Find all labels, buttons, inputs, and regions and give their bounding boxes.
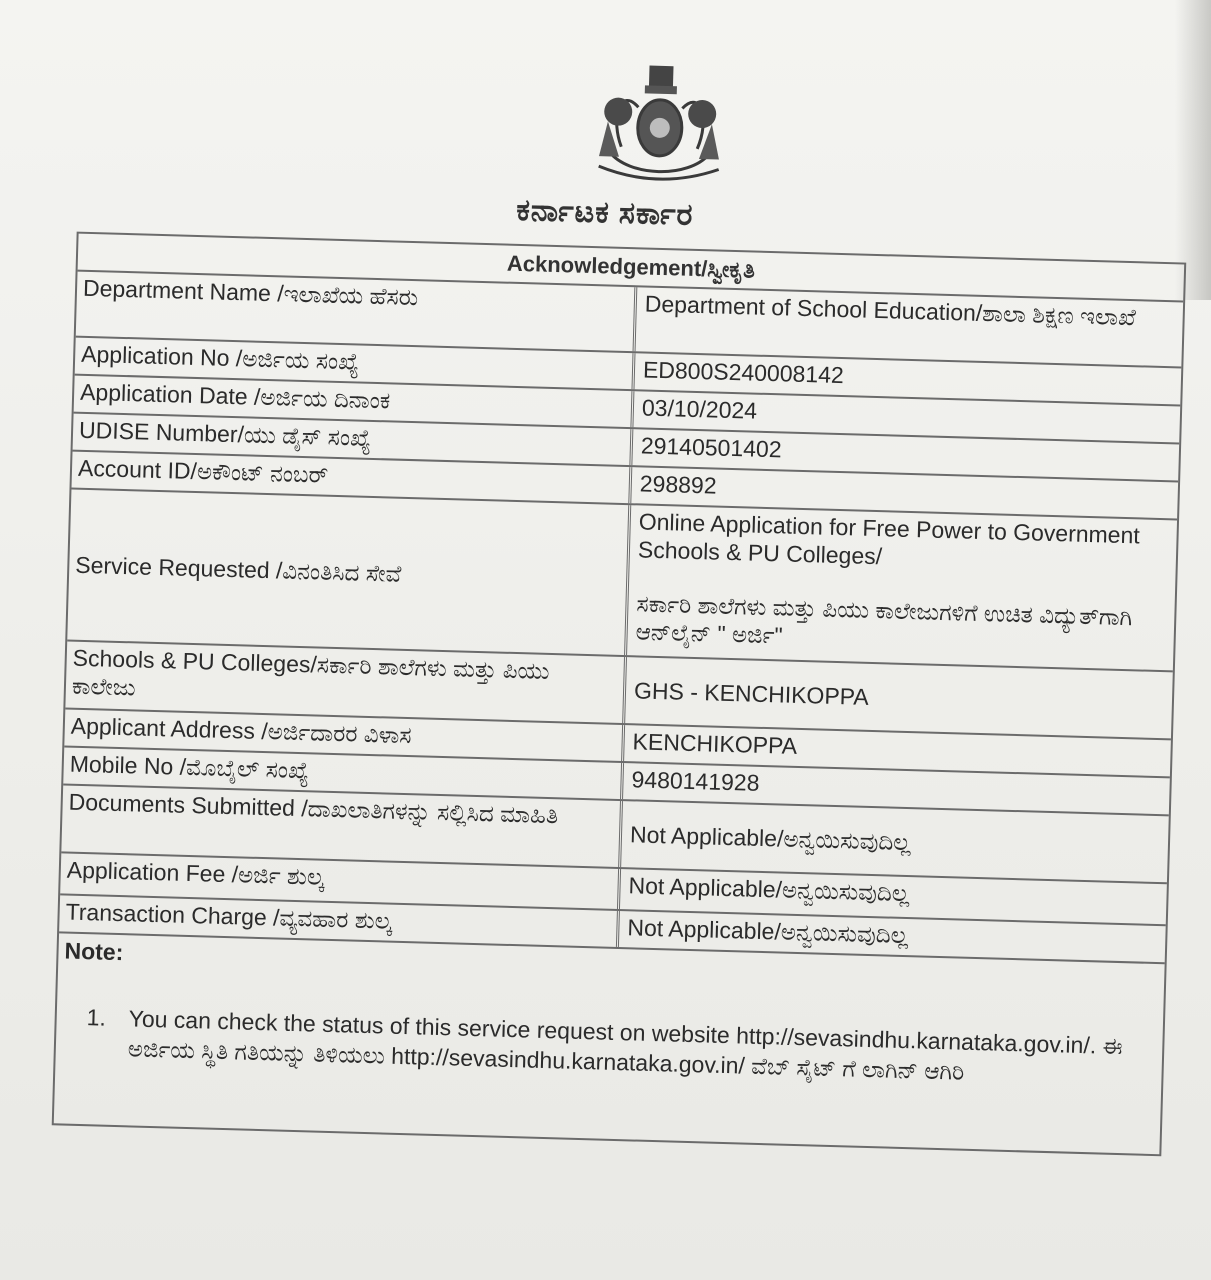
application-date-value: 03/10/2024: [641, 394, 758, 424]
account-id-label: Account ID/ಅಕೌಂಟ್ ನಂಬರ್: [72, 452, 633, 504]
government-title: ಕರ್ನಾಟಕ ಸರ್ಕಾರ: [515, 193, 694, 232]
acknowledgement-heading: Acknowledgement/ಸ್ವೀಕೃತಿ: [78, 234, 1185, 303]
account-id-value: 298892: [639, 470, 717, 499]
row-service-requested: [67, 490, 1177, 673]
application-no-label: Application No /ಅರ್ಜಿಯ ಸಂಖ್ಯೆ: [75, 338, 636, 390]
acknowledgement-form: [52, 232, 1187, 1157]
application-fee-value: Not Applicable/ಅನ್ವಯಿಸುವುದಿಲ್ಲ: [628, 872, 910, 907]
schools-pu-colleges-value: GHS - KENCHIKOPPA: [633, 677, 870, 710]
note-section: [54, 933, 1165, 1154]
mobile-no-label: Mobile No /ಮೊಬೈಲ್ ಸಂಖ್ಯೆ: [63, 747, 624, 799]
karnataka-emblem-icon: [578, 56, 742, 188]
documents-submitted-label: Documents Submitted /ದಾಖಲಾತಿಗಳನ್ನು ಸಲ್ಲಿಸಿದ ಮಾಹಿತಿ: [61, 785, 623, 867]
udise-number-label: UDISE Number/ಯು ಡೈಸ್ ಸಂಖ್ಯೆ: [73, 414, 634, 466]
service-requested-english: Online Application for Free Power to Government Schools & PU Colleges/: [637, 508, 1141, 570]
note-item-number: 1.: [86, 1004, 107, 1031]
application-fee-label: Application Fee /ಅರ್ಜಿ ಶುಲ್ಕ: [60, 853, 621, 909]
page-edge-shadow: [1175, 0, 1211, 300]
service-requested-label: Service Requested /ವಿನಂತಿಸಿದ ಸೇವೆ: [67, 490, 631, 656]
note-list: [85, 1002, 1126, 1091]
note-item-text: You can check the status of this service request on website http://sevasindhu.karnataka.gov.in/. ಈ ಅರ್ಜಿಯ ಸ್ಥಿತಿ ಗತಿಯನ್ನು ತಿಳಿಯಲು http://sevasindhu.karnataka.gov.in/ ವೆಬ್ ಸೈಟ್ ಗೆ ಲಾಗಿನ್ ಆಗಿರಿ: [127, 1005, 1123, 1085]
documents-submitted-value: Not Applicable/ಅನ್ವಯಿಸುವುದಿಲ್ಲ: [629, 821, 912, 856]
department-name-label: Department Name /ಇಲಾಖೆಯ ಹೆಸರು: [76, 272, 638, 352]
applicant-address-label: Applicant Address /ಅರ್ಜಿದಾರರ ವಿಳಾಸ: [64, 709, 625, 761]
transaction-charge-value: Not Applicable/ಅನ್ವಯಿಸುವುದಿಲ್ಲ: [627, 914, 909, 949]
schools-pu-colleges-label: Schools & PU Colleges/ಸರ್ಕಾರಿ ಶಾಲೆಗಳು ಮತ್ತು ಪಿಯು ಕಾಲೇಜು: [65, 641, 627, 723]
note-heading: Note:: [64, 937, 124, 966]
mobile-no-value: 9480141928: [631, 766, 760, 796]
service-requested-value: [627, 505, 1177, 670]
application-date-label: Application Date /ಅರ್ಜಿಯ ದಿನಾಂಕ: [74, 376, 635, 428]
transaction-charge-label: Transaction Charge /ವ್ಯವಹಾರ ಶುಲ್ಕ: [59, 895, 620, 947]
department-name-value: Department of School Education/ಶಾಲಾ ಶಿಕ್ಷಣ ಇಲಾಖೆ: [644, 290, 1137, 331]
applicant-address-value: KENCHIKOPPA: [632, 728, 798, 759]
service-requested-kannada: ಸರ್ಕಾರಿ ಶಾಲೆಗಳು ಮತ್ತು ಪಿಯು ಕಾಲೇಜುಗಳಿಗೆ ಉಚಿತ ವಿದ್ಯುತ್‌ಗಾಗಿ ಆನ್‌ಲೈನ್ " ಅರ್ಜಿ": [635, 590, 1133, 649]
application-no-value: ED800S240008142: [642, 356, 845, 389]
udise-number-value: 29140501402: [640, 432, 782, 463]
